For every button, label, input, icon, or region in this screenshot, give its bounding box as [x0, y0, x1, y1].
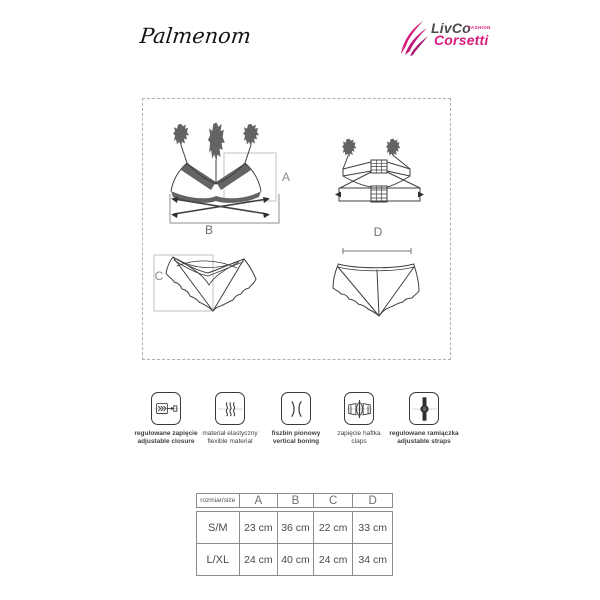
clasp-icon [344, 392, 374, 425]
feature-label-pl: materiał elastyczny [202, 430, 258, 437]
value-b: 40 cm [277, 544, 313, 575]
product-title: Palmenom [138, 24, 253, 48]
table-row-sm [197, 512, 392, 543]
measurement-label-d: D [373, 225, 383, 239]
measurement-label-c: C [154, 269, 164, 283]
bra-front-drawing [163, 114, 288, 239]
value-a: 23 cm [239, 512, 278, 543]
brand-logo [399, 16, 511, 60]
size-table-col-c: C [313, 494, 353, 507]
brand-fashion-label: FASHION [468, 25, 491, 30]
measurement-diagram-box [142, 98, 451, 360]
feature-label-en: flexible material [207, 438, 253, 445]
adjustable-straps-icon [409, 392, 439, 425]
value-c: 24 cm [313, 544, 353, 575]
measurement-label-a: A [281, 170, 290, 184]
bra-back-drawing [335, 135, 425, 213]
measurement-label-b: B [204, 223, 213, 237]
size-table-col-b: B [277, 494, 313, 507]
feature-label-pl: regulowane ramiączka [389, 430, 459, 437]
table-row-lxl [197, 543, 392, 575]
size-name: L/XL [206, 553, 230, 566]
feature-adjustable-straps [379, 392, 469, 446]
feature-label-en: vertical boning [272, 438, 320, 445]
vertical-boning-icon [281, 392, 311, 425]
size-table-header [196, 493, 393, 508]
size-table-body [196, 511, 393, 576]
adjustable-closure-icon [151, 392, 181, 425]
size-table [196, 493, 393, 576]
brand-wing-icon [399, 18, 429, 58]
flexible-material-icon [215, 392, 245, 425]
brand-name-line2: Corsetti [434, 32, 489, 48]
brand-name: LivCo [431, 20, 471, 36]
value-c: 22 cm [313, 512, 353, 543]
size-table-col-a: A [239, 494, 278, 507]
value-a: 24 cm [239, 544, 278, 575]
feature-label-en: claps [351, 438, 367, 445]
feature-label-pl: zapięcie haftka [337, 430, 381, 437]
size-table-corner: rozmiar/size [200, 497, 236, 504]
value-d: 34 cm [352, 544, 392, 575]
value-d: 33 cm [352, 512, 392, 543]
panties-back-drawing [327, 245, 427, 323]
feature-label-en: adjustable closure [137, 438, 195, 445]
size-name: S/M [208, 521, 228, 534]
feature-label-pl: fiszbin pionowy [271, 430, 321, 437]
value-b: 36 cm [277, 512, 313, 543]
feature-label-en: adjustable straps [397, 438, 451, 445]
feature-label-pl: regulowane zapięcie [134, 430, 198, 437]
size-table-col-d: D [352, 494, 392, 507]
